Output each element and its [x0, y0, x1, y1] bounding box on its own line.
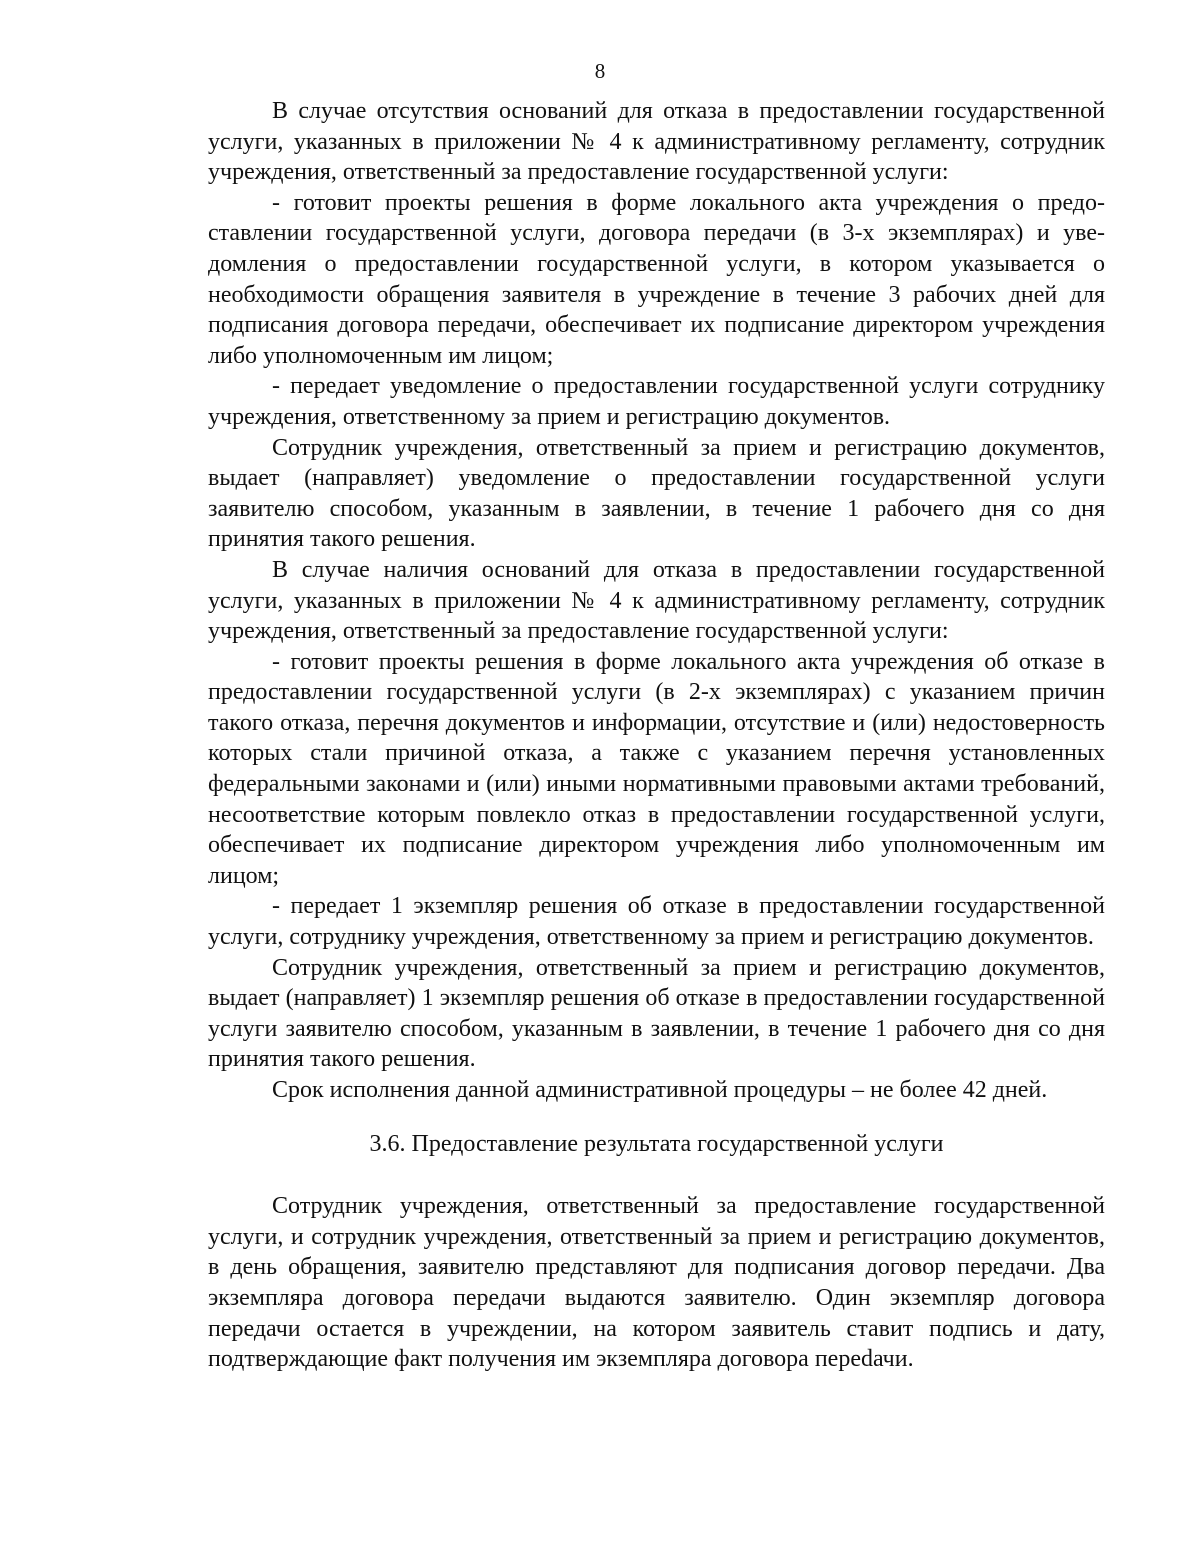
page-number: 8	[594, 59, 606, 83]
paragraph-issue-refusal: Сотрудник учреждения, ответственный за прием и регистрацию документов, выдает (направляет) 1 экземпляр решения об отказе в предоставлении государственной услуги заявителю способом, указанным в заявлении, в течение 1 рабочего дня со дня принятия такого решения.	[208, 954, 1105, 1073]
paragraph-transfer-refusal: - передает 1 экземпляр решения об отказе в предоставлении государственной услуги, сотруднику учреждения, ответственному за прием и регистрацию документов.	[208, 893, 1105, 951]
document-body	[208, 96, 1105, 1375]
paragraph-prepare-refusal-drafts: - готовит проекты решения в форме локального акта учреждения об отказе в предоставлении государственной услуги (в 2-х экземплярах) с указанием причин такого отказа, перечня документов и информации, отсутствие и (или) недостоверность которых стали причиной отказа, а также с указанием перечня установленных федеральными законами и (или) иными нормативными правовыми актами требований, несоответствие которым повлекло отказ в предоставлении государственной услуги, обеспечивает их подписание директором учреждения либо уполномоченным им лицом;	[208, 648, 1105, 889]
paragraph-transfer-notice: - передает уведомление о предоставлении государственной услуги сотруднику учреждения, ответственному за прием и регистрацию документов.	[208, 373, 1105, 430]
paragraph-refusal-grounds: В случае наличия оснований для отказа в предоставлении государственной услуги, указанных в приложении № 4 к административному регламенту, сотрудник учреждения, ответственный за предоставление государственной услуги:	[208, 556, 1105, 645]
section-heading: 3.6. Предоставление результата государственной услуги	[369, 1130, 944, 1157]
paragraph-deadline: Срок исполнения данной административной процедуры – не более 42 дней.	[272, 1077, 1048, 1103]
paragraph-result-delivery: Сотрудник учреждения, ответственный за предоставление государственной услуги, и сотрудник учреждения, ответственный за прием и регистрацию документов, в день обращения, заявителю представляют для подписания договор передачи. Два экземпляра договора передачи выдаются заявителю. Один экземпляр договора передачи остается в учреждении, на котором заявитель ставит подпись и дату, подтверждающие факт получения им экземпляра договора переdачи.	[208, 1193, 1105, 1373]
paragraph-prepare-approval-drafts: - готовит проекты решения в форме локального акта учреждения о предоставлении государственной услуги, договора передачи (в 3-х экземплярах) и уведомления о предоставлении государственной услуги, в котором указывается о необходимости обращения заявителя в учреждение в течение 3 рабочих дней для подписания договора передачи, обеспечивает их подписание директором учреждения либо уполномоченным им лицом;	[208, 189, 1105, 369]
paragraph-no-refusal-grounds: В случае отсутствия оснований для отказа в предоставлении государственной услуги, указанных в приложении № 4 к административному регламенту, сотрудник учреждения, ответственный за предоставление государственной услуги:	[208, 98, 1105, 186]
paragraph-issue-notice: Сотрудник учреждения, ответственный за прием и регистрацию документов, выдает (направляет) уведомление о предоставлении государственной услуги заявителю способом, указанным в заявлении, в течение 1 рабочего дня со дня принятия такого решения.	[208, 434, 1105, 553]
